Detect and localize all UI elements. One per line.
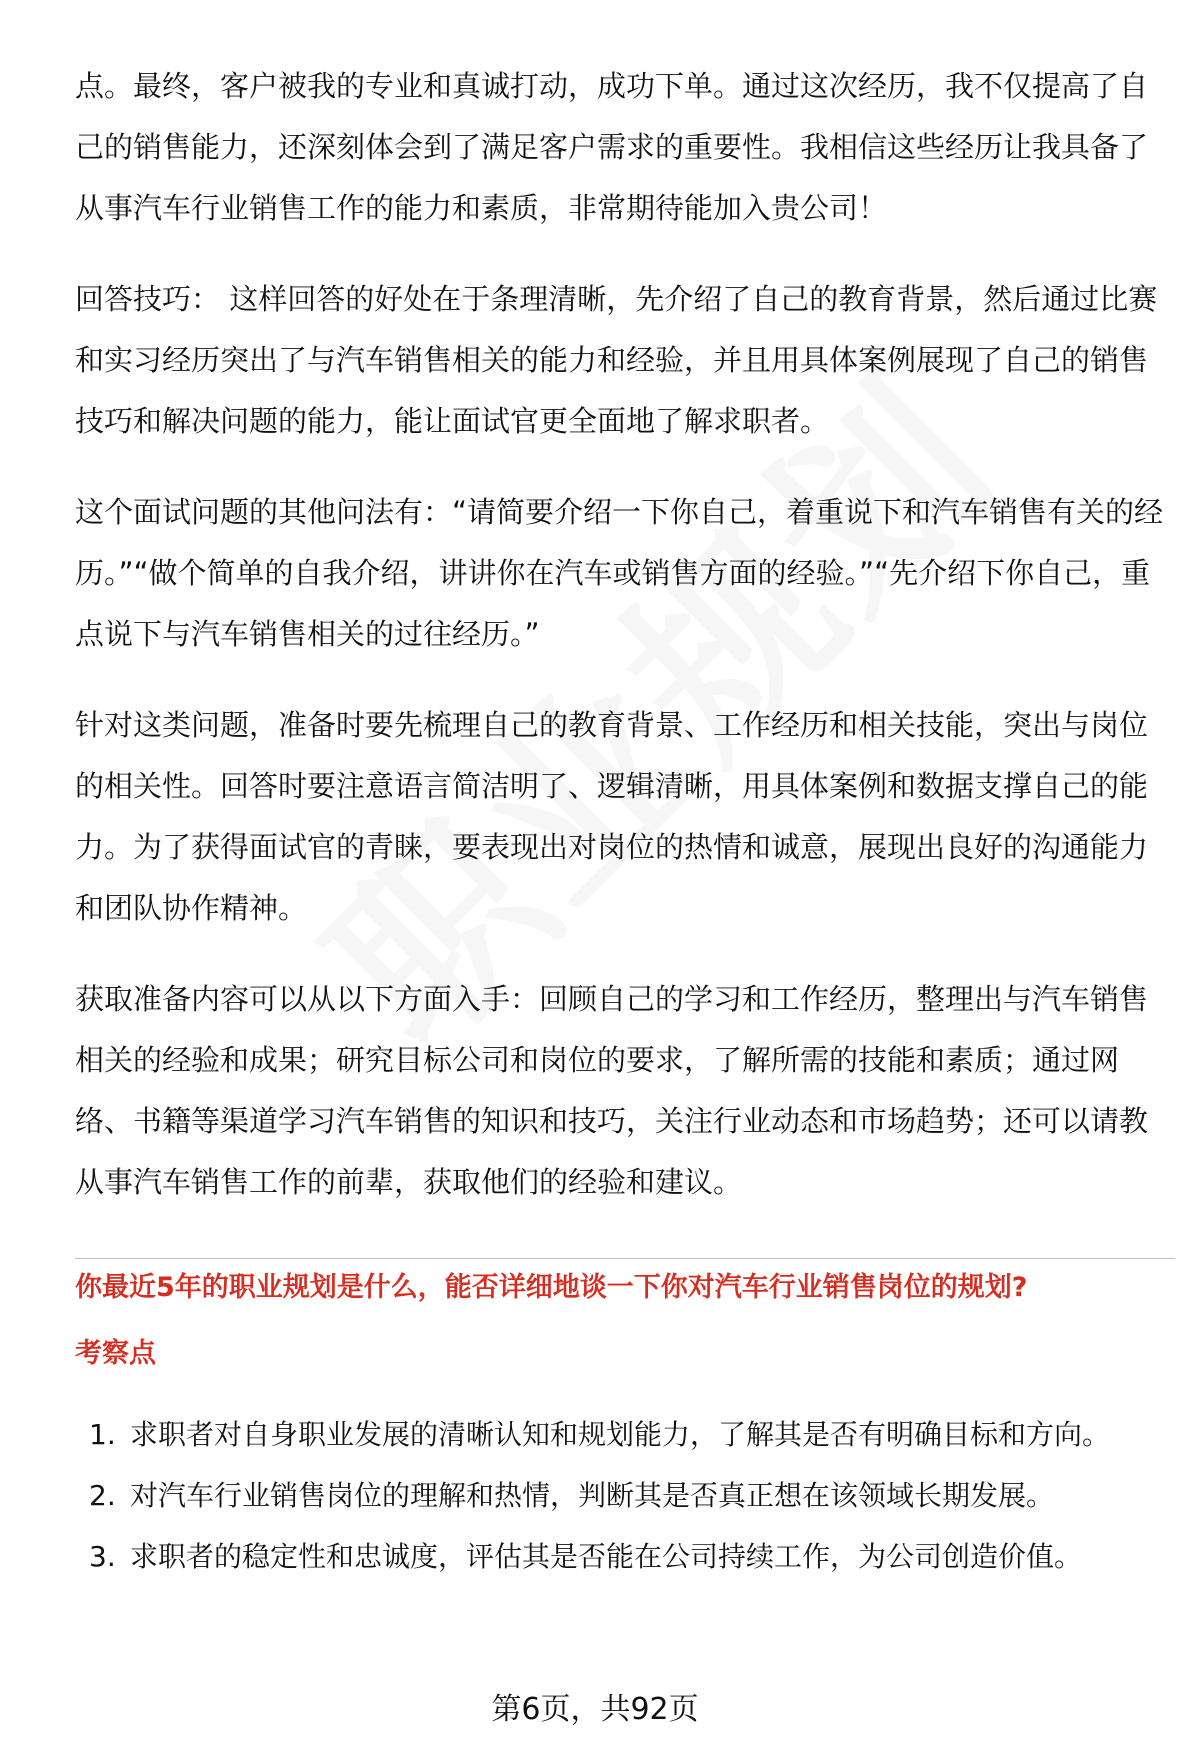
body-text [75, 56, 1175, 1243]
paragraph-preparation-sources: 获取准备内容可以从以下方面入手：回顾自己的学习和工作经历，整理出与汽车销售相关的经验和成果；研究目标公司和岗位的要求，了解所需的技能和素质；通过网络、书籍等渠道学习汽车销售的知识和技巧，关注行业动态和市场趋势；还可以请教从事汽车销售工作的前辈，获取他们的经验和建议。 [75, 982, 1149, 1199]
list-item-text: 对汽车行业销售岗位的理解和热情，判断其是否真正想在该领域长期发展。 [130, 1479, 1055, 1512]
page-number: 第6页，共92页 [491, 1692, 699, 1727]
paragraph-alternate-questions: 这个面试问题的其他问法有：“请简要介绍一下你自己，着重说下和汽车销售有关的经历。”“做个简单的自我介绍，讲讲你在汽车或销售方面的经验。”“先介绍下你自己，重点说下与汽车销售相关的过往经历。” [75, 495, 1164, 651]
paragraph-answer-tips: 回答技巧： 这样回答的好处在于条理清晰，先介绍了自己的教育背景，然后通过比赛和实习经历突出了与汽车销售相关的能力和经验，并且用具体案例展现了自己的销售技巧和解决问题的能力，能让面试官更全面地了解求职者。 [75, 282, 1158, 438]
list-item [75, 1404, 1175, 1465]
paragraph-preparation-advice: 针对这类问题，准备时要先梳理自己的教育背景、工作经历和相关技能，突出与岗位的相关性。回答时要注意语言简洁明了、逻辑清晰，用具体案例和数据支撑自己的能力。为了获得面试官的青睐，要表现出对岗位的热情和诚意，展现出良好的沟通能力和团队协作精神。 [75, 708, 1149, 925]
section-divider [75, 1258, 1175, 1259]
list-item [75, 1526, 1175, 1587]
list-item-text: 求职者对自身职业发展的清晰认知和规划能力，了解其是否有明确目标和方向。 [130, 1418, 1111, 1451]
paragraph-answer-end: 点。最终，客户被我的专业和真诚打动，成功下单。通过这次经历，我不仅提高了自己的销售能力，还深刻体会到了满足客户需求的重要性。我相信这些经历让我具备了从事汽车行业销售工作的能力和素质，非常期待能加入贵公司！ [75, 69, 1149, 225]
list-item-number: 1. [89, 1418, 116, 1451]
list-item [75, 1465, 1175, 1526]
section-title: 考察点 [75, 1338, 156, 1369]
list-item-number: 3. [89, 1540, 116, 1573]
list-item-number: 2. [89, 1479, 116, 1512]
interview-question: 你最近5年的职业规划是什么，能否详细地谈一下你对汽车行业销售岗位的规划? [75, 1272, 1028, 1303]
list-item-text: 求职者的稳定性和忠诚度，评估其是否能在公司持续工作，为公司创造价值。 [130, 1540, 1083, 1573]
assessment-points-list [75, 1404, 1175, 1587]
